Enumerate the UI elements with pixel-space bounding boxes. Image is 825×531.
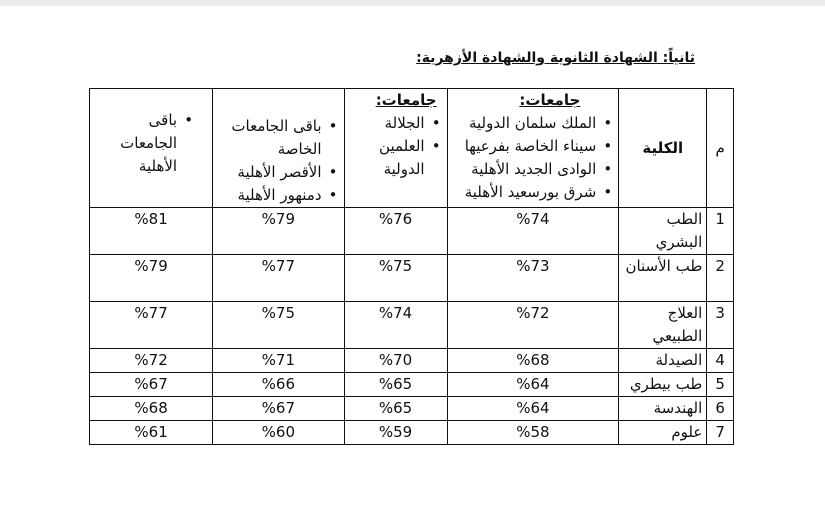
row-grade-group-3: %77	[213, 255, 344, 302]
row-grade-group-1: %68	[447, 349, 619, 373]
row-grade-group-1: %64	[447, 373, 619, 397]
university-item: • الملك سلمان الدولية	[452, 112, 597, 135]
row-num: 4	[707, 349, 734, 373]
row-num: 1	[707, 208, 734, 255]
university-item: • الجلالة	[349, 112, 425, 135]
table-row	[90, 255, 734, 302]
university-item: • العلمين الدولية	[349, 135, 425, 181]
table-row	[90, 302, 734, 349]
row-num: 7	[707, 421, 734, 445]
row-grade-group-1: %73	[447, 255, 619, 302]
row-faculty: العلاج الطبيعي	[619, 302, 707, 349]
row-num: 3	[707, 302, 734, 349]
header-num: م	[707, 89, 734, 208]
group-4-universities	[107, 109, 195, 178]
row-grade-group-2: %74	[344, 302, 447, 349]
row-grade-group-2: %75	[344, 255, 447, 302]
row-grade-group-4: %77	[90, 302, 213, 349]
university-item: • شرق بورسعيد الأهلية	[452, 181, 597, 204]
university-item: • سيناء الخاصة بفرعيها	[452, 135, 597, 158]
table-row	[90, 349, 734, 373]
row-num: 5	[707, 373, 734, 397]
admission-grades-table	[89, 88, 734, 445]
row-grade-group-3: %66	[213, 373, 344, 397]
row-grade-group-4: %61	[90, 421, 213, 445]
header-group-3	[213, 89, 344, 208]
page-top-edge	[0, 0, 825, 6]
group-3-universities	[217, 115, 339, 207]
row-num: 6	[707, 397, 734, 421]
row-grade-group-1: %64	[447, 397, 619, 421]
header-group-2	[344, 89, 447, 208]
university-item: • دمنهور الأهلية	[217, 184, 321, 207]
table-row	[90, 208, 734, 255]
table-header-row	[90, 89, 734, 208]
row-faculty: الصيدلة	[619, 349, 707, 373]
university-item: • الوادى الجديد الأهلية	[452, 158, 597, 181]
row-faculty: طب بيطري	[619, 373, 707, 397]
row-faculty: الهندسة	[619, 397, 707, 421]
university-item: • الأقصر الأهلية	[217, 161, 321, 184]
table-row	[90, 373, 734, 397]
row-grade-group-2: %65	[344, 397, 447, 421]
row-grade-group-2: %59	[344, 421, 447, 445]
header-group-4	[90, 89, 213, 208]
row-grade-group-2: %76	[344, 208, 447, 255]
header-faculty: الكلية	[619, 89, 707, 208]
header-group-1	[447, 89, 619, 208]
row-num: 2	[707, 255, 734, 302]
row-grade-group-4: %81	[90, 208, 213, 255]
row-grade-group-3: %67	[213, 397, 344, 421]
row-faculty: الطب البشري	[619, 208, 707, 255]
row-grade-group-2: %65	[344, 373, 447, 397]
group-2-title: جامعات:	[375, 91, 437, 109]
university-item: • باقى الجامعات الخاصة	[217, 115, 321, 161]
row-grade-group-1: %74	[447, 208, 619, 255]
group-1-title: جامعات:	[519, 91, 581, 109]
row-grade-group-3: %75	[213, 302, 344, 349]
row-faculty: علوم	[619, 421, 707, 445]
group-2-universities	[349, 112, 443, 181]
row-faculty: طب الأسنان	[619, 255, 707, 302]
university-item: • باقى الجامعات الأهلية	[107, 109, 177, 178]
row-grade-group-4: %68	[90, 397, 213, 421]
section-title: ثانياً: الشهادة الثانوية والشهادة الأزهرية:	[416, 50, 695, 66]
row-grade-group-3: %79	[213, 208, 344, 255]
group-1-universities	[452, 112, 615, 204]
row-grade-group-1: %72	[447, 302, 619, 349]
table-row	[90, 421, 734, 445]
row-grade-group-4: %67	[90, 373, 213, 397]
row-grade-group-2: %70	[344, 349, 447, 373]
table-row	[90, 397, 734, 421]
row-grade-group-3: %71	[213, 349, 344, 373]
row-grade-group-3: %60	[213, 421, 344, 445]
row-grade-group-4: %79	[90, 255, 213, 302]
row-grade-group-4: %72	[90, 349, 213, 373]
row-grade-group-1: %58	[447, 421, 619, 445]
